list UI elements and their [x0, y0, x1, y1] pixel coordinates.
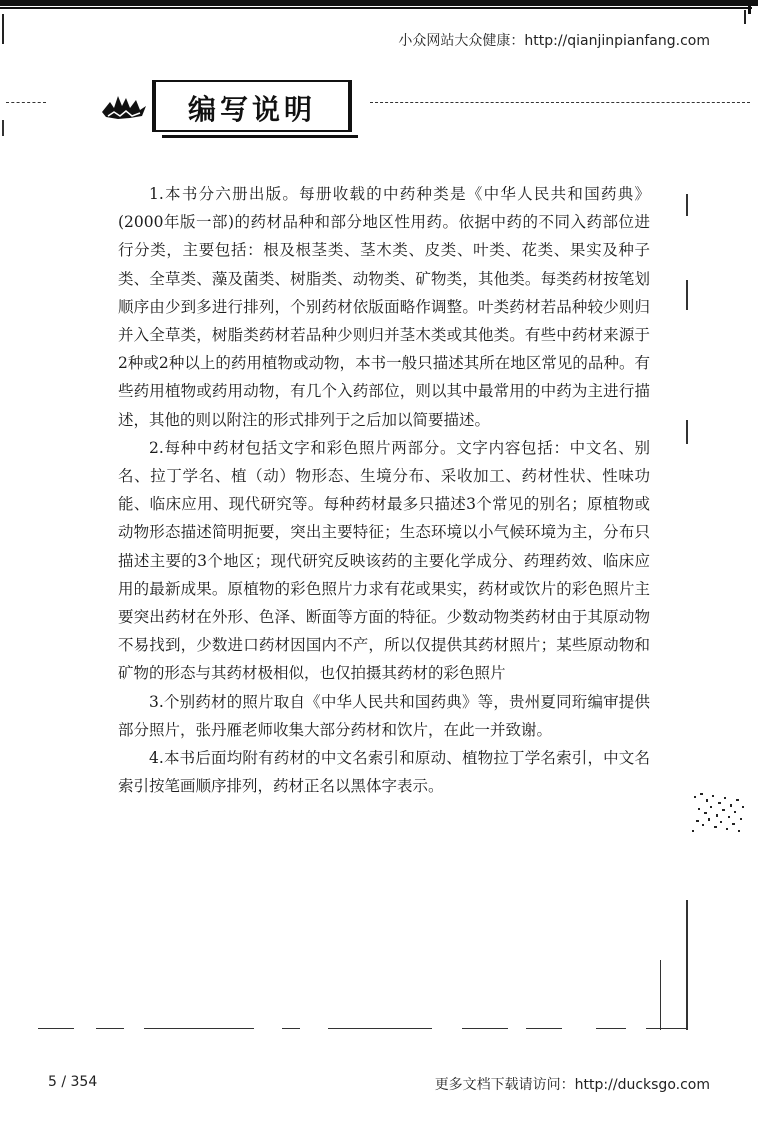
section-heading [0, 78, 758, 138]
heading-rule-right [370, 102, 750, 103]
top-border-rule [0, 0, 758, 6]
margin-mark [686, 900, 688, 1030]
margin-mark [660, 960, 661, 1030]
bottom-border-rule [0, 1024, 758, 1036]
margin-mark [686, 420, 688, 444]
top-border-rule-thin [0, 7, 752, 9]
heading-rule-left [6, 102, 46, 103]
page-indicator: 5 / 354 [48, 1074, 98, 1090]
decorative-leaf-icon [100, 86, 148, 126]
paragraph-4: 4.本书后面均附有药材的中文名索引和原动、植物拉丁学名索引，中文名索引按笔画顺序排列，药材正名以黑体字表示。 [118, 749, 650, 796]
body-text [118, 180, 650, 800]
margin-mark [2, 120, 4, 136]
right-edge-mark [744, 10, 746, 24]
top-border-tick [748, 0, 751, 14]
header-site-link[interactable]: 小众网站大众健康：http://qianjinpianfang.com [398, 33, 710, 49]
footer-download-link[interactable]: 更多文档下载请访问：http://ducksgo.com [434, 1077, 710, 1093]
paragraph-2: 2.每种中药材包括文字和彩色照片两部分。文字内容包括：中文名、别名、拉丁学名、植（动）物形态、生境分布、采收加工、药材性状、性味功能、临床应用、现代研究等。每种药材最多只描述3个常见的别名；原植物或动物形态描述简明扼要，突出主要特征；生态环境以小气候环境为主，分布只描述主要的3个地区；现代研究反映该药的主要化学成分、药理药效、临床应用的最新成果。原植物的彩色照片力求有花或果实，药材或饮片的彩色照片主要突出药材在外形、色泽、断面等方面的特征。少数动物类药材由于其原动物不易找到，少数进口药材因国内不产，所以仅提供其药材照片；某些原动物和矿物的形态与其药材极相似，也仅拍摄其药材的彩色照片 [118, 438, 650, 683]
margin-mark [686, 194, 688, 216]
paragraph-3: 3.个别药材的照片取自《中华人民共和国药典》等，贵州夏同珩编审提供部分照片，张丹雁老师收集大部分药材和饮片，在此一并致谢。 [118, 692, 650, 739]
left-edge-mark [2, 14, 4, 44]
scan-noise-speckle [690, 790, 746, 836]
paragraph-1: 1.本书分六册出版。每册收载的中药种类是《中华人民共和国药典》(2000年版一部)的药材品种和部分地区性用药。依据中药的不同入药部位进行分类，主要包括：根及根茎类、茎木类、皮类、叶类、花类、果实及种子类、全草类、藻及菌类、树脂类、动物类、矿物类，其他类。每类药材按笔划顺序由少到多进行排列，个别药材依版面略作调整。叶类药材若品种较少则归并入全草类，树脂类药材若品种少则归并茎木类或其他类。有些中药材来源于2种或2种以上的药用植物或动物，本书一般只描述其所在地区常见的品种。有些药用植物或药用动物，有几个入药部位，则以其中最常用的中药为主进行描述，其他的则以附注的形式排列于之后加以简要描述。 [118, 185, 650, 429]
page-title-box [152, 80, 352, 132]
page-title: 编写说明 [187, 93, 316, 126]
margin-mark [686, 280, 688, 310]
